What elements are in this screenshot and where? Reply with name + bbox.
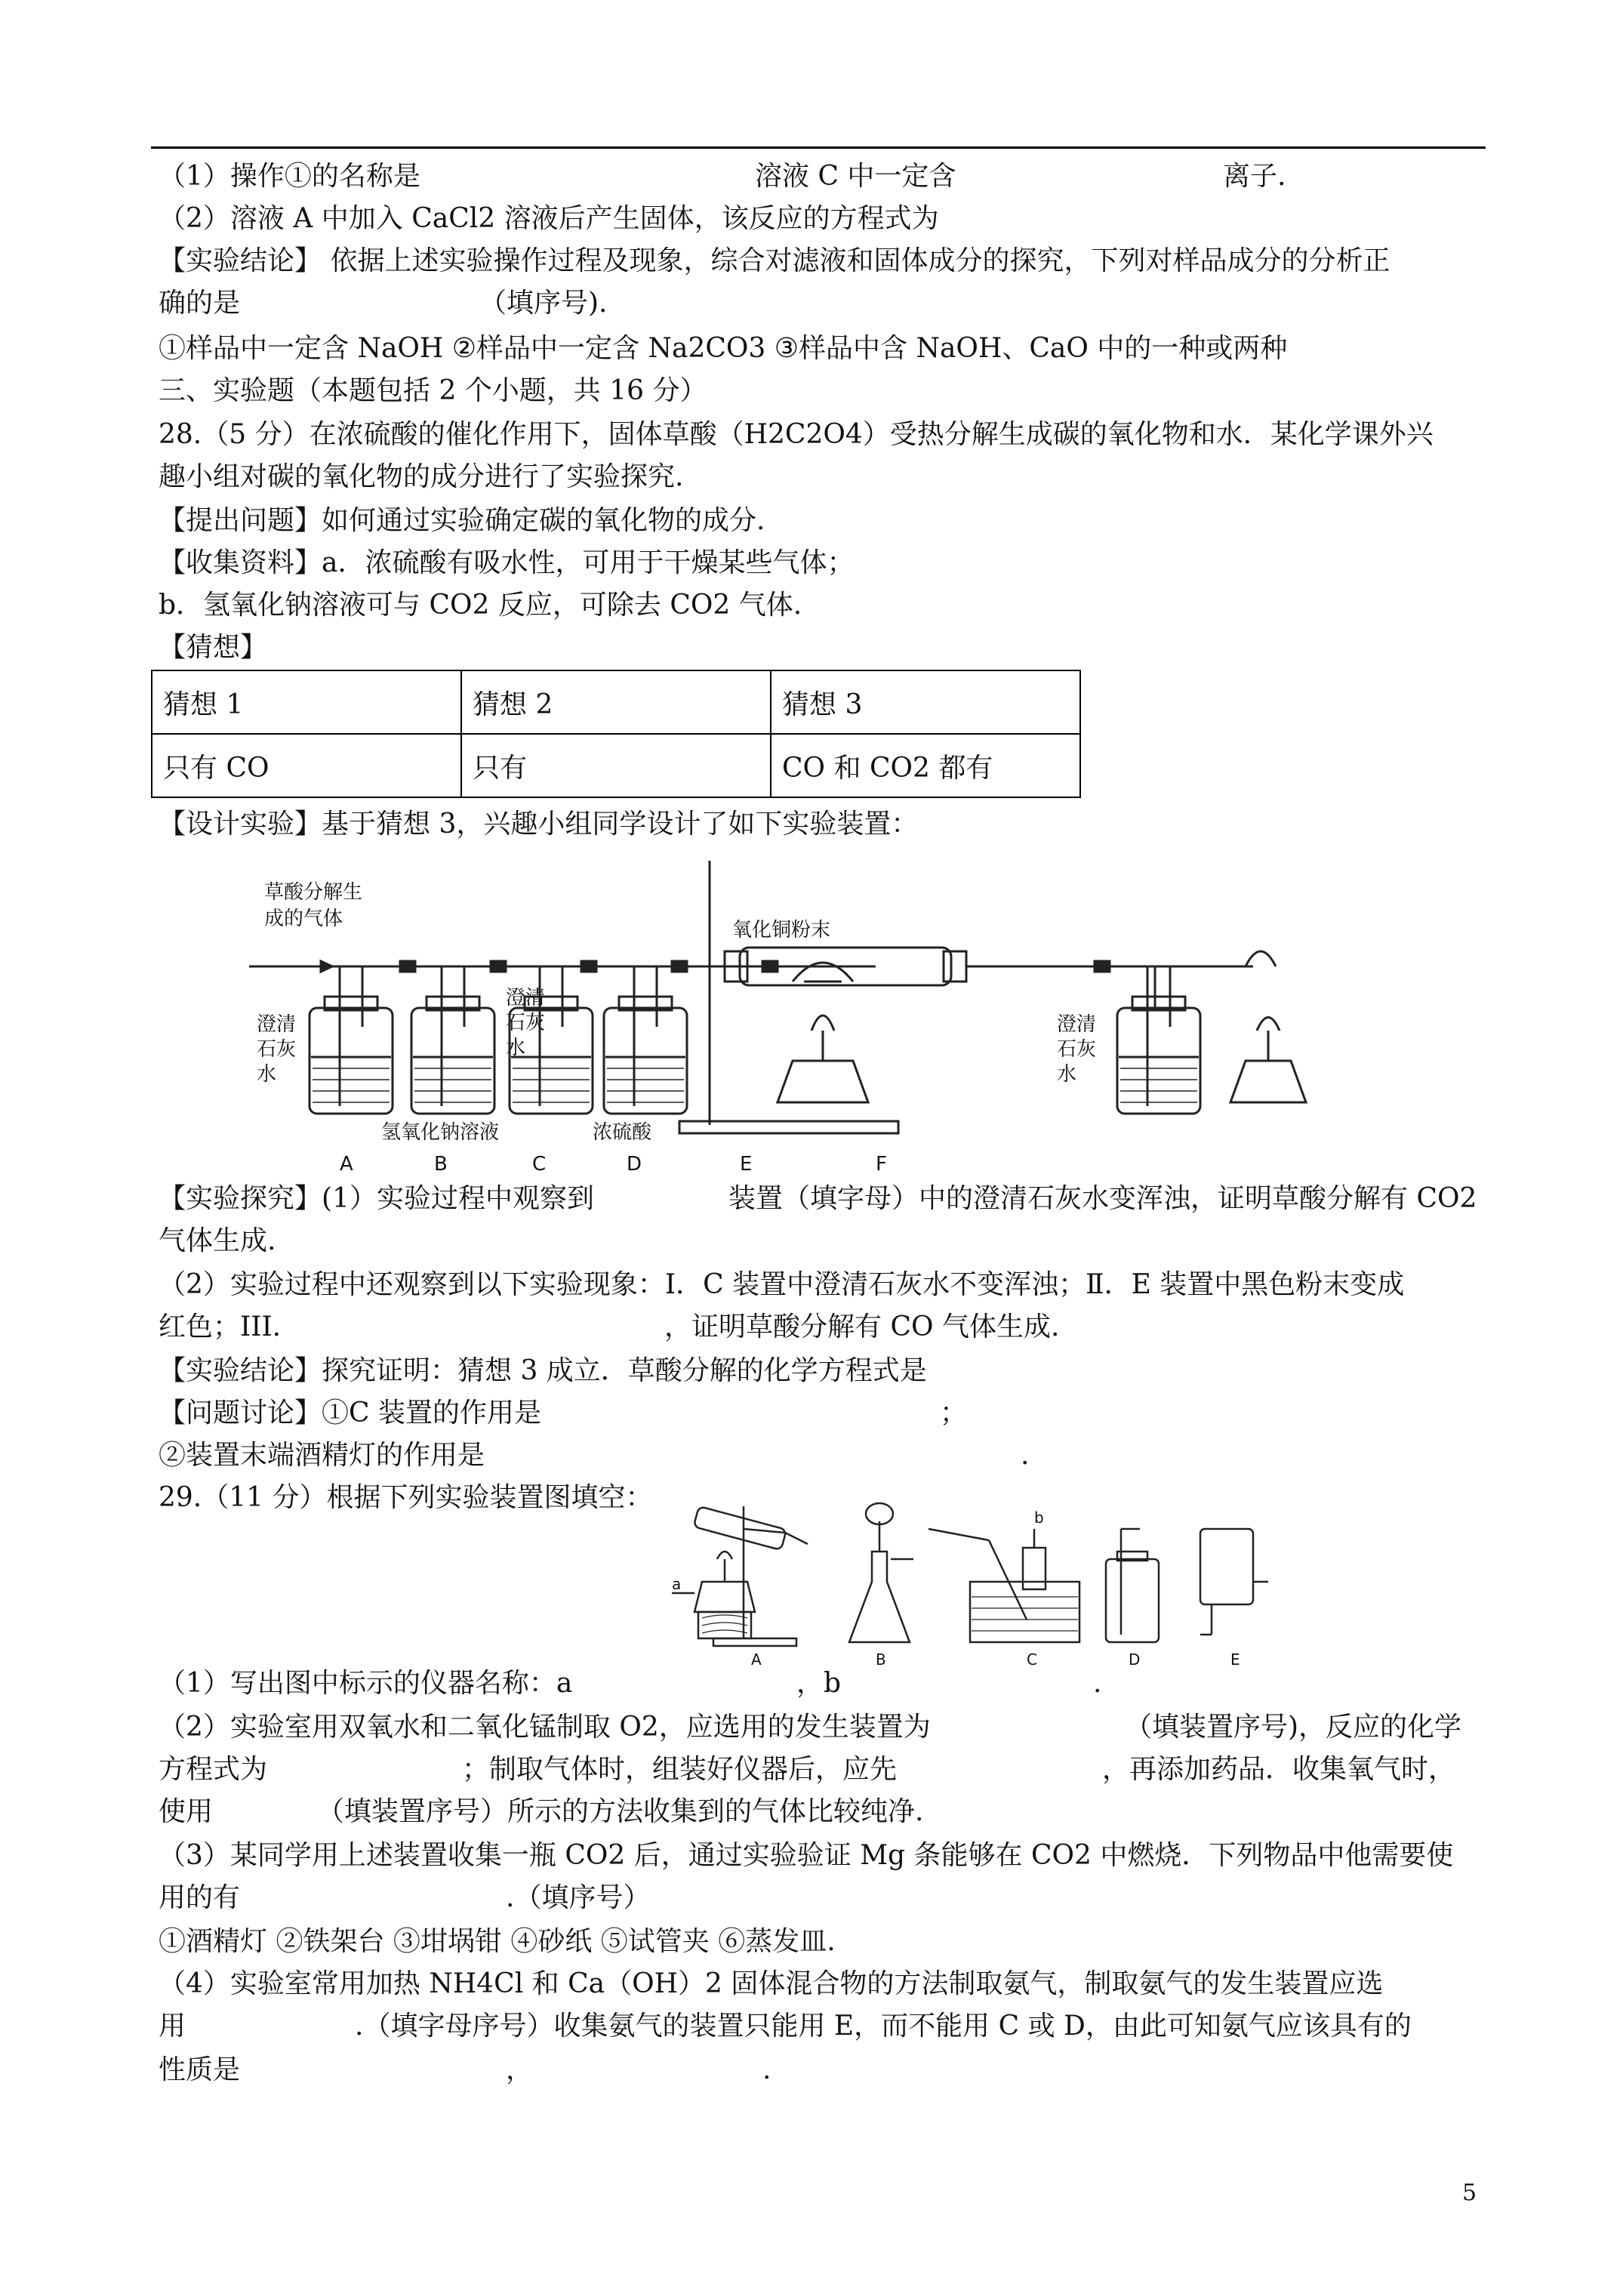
fig2-letter-a: A bbox=[751, 1650, 762, 1669]
label-lime-a-3: 水 bbox=[257, 1063, 277, 1086]
label-h2so4: 浓硫酸 bbox=[593, 1121, 652, 1144]
apparatus-figure-1 bbox=[249, 853, 1329, 1148]
table-cell: 猜想 2 bbox=[461, 670, 771, 734]
section-heading: 三、实验题（本题包括 2 个小题，共 16 分） bbox=[159, 375, 707, 406]
label-instrument-b: b bbox=[1034, 1509, 1044, 1527]
letter-e: E bbox=[740, 1153, 753, 1176]
table-cell: 只有 bbox=[461, 734, 771, 797]
q29-2-e: ，再添加药品．收集氧气时， bbox=[1102, 1754, 1456, 1785]
info-a-line: 【收集资料】a．浓硫酸有吸水性，可用于干燥某些气体； bbox=[159, 547, 855, 578]
q1-text-c: 离子. bbox=[1223, 161, 1286, 192]
apparatus-figure-2 bbox=[672, 1499, 1276, 1669]
q29-4-e: ， bbox=[506, 2054, 534, 2085]
discuss2-b: . bbox=[1021, 1440, 1030, 1471]
guess-heading: 【猜想】 bbox=[159, 632, 268, 663]
discuss2-a: ②装置末端酒精灯的作用是 bbox=[159, 1440, 485, 1471]
explore1-a: 【实验探究】(1）实验过程中观察到 bbox=[159, 1183, 594, 1214]
q1-text-a: （1）操作①的名称是 bbox=[159, 161, 420, 192]
q28-line1: 28.（5 分）在浓硫酸的催化作用下，固体草酸（H2C2O4）受热分解生成碳的氧化物和水．某化学课外兴 bbox=[159, 419, 1434, 450]
q29-3-b: 用的有 bbox=[159, 1882, 241, 1913]
label-lime-c-1: 澄清 bbox=[506, 987, 546, 1009]
table-cell: 只有 CO bbox=[152, 734, 461, 797]
conclusion3: 【实验结论】探究证明：猜想 3 成立．草酸分解的化学方程式是 bbox=[159, 1355, 927, 1386]
q29-2-b: （填装置序号)，反应的化学 bbox=[1125, 1712, 1462, 1743]
q29-4-a: （4）实验室常用加热 NH4Cl 和 Ca（OH）2 固体混合物的方法制取氨气，制取氨气的发生装置应选 bbox=[159, 1968, 1384, 1999]
q29-4-f: . bbox=[762, 2054, 771, 2085]
label-gas-2: 成的气体 bbox=[264, 908, 343, 930]
q29-3-a: （3）某同学用上述装置收集一瓶 CO2 后，通过实验验证 Mg 条能够在 CO2 中燃烧．下列物品中他需要使 bbox=[159, 1840, 1454, 1871]
question-line: 【提出问题】如何通过实验确定碳的氧化物的成分. bbox=[159, 505, 765, 536]
q29-1-a: （1）写出图中标示的仪器名称：a bbox=[159, 1668, 573, 1699]
table-cell: 猜想 1 bbox=[152, 670, 461, 734]
options-line: ①样品中一定含 NaOH ②样品中一定含 Na2CO3 ③样品中含 NaOH、CaO 中的一种或两种 bbox=[159, 333, 1288, 364]
fig2-letter-d: D bbox=[1129, 1650, 1141, 1669]
fig2-letter-b: B bbox=[876, 1650, 886, 1669]
q29-2-d: ；制取气体时，组装好仪器后，应先 bbox=[462, 1754, 898, 1785]
fig2-letter-e: E bbox=[1230, 1650, 1240, 1669]
guess-table bbox=[151, 670, 1081, 798]
letter-a: A bbox=[340, 1153, 353, 1176]
q29-2-g: （填装置序号）所示的方法收集到的气体比较纯净. bbox=[317, 1796, 924, 1827]
label-cuo: 氧化铜粉末 bbox=[732, 919, 831, 942]
conclusion-line2a: 确的是 bbox=[159, 288, 241, 319]
q29-3-c: .（填序号） bbox=[506, 1882, 651, 1913]
explore1-b: 装置（填字母）中的澄清石灰水变浑浊，证明草酸分解有 CO2 bbox=[728, 1183, 1477, 1214]
label-lime-a-1: 澄清 bbox=[257, 1013, 297, 1036]
explore1-c: 气体生成. bbox=[159, 1225, 276, 1256]
table-cell: CO 和 CO2 都有 bbox=[771, 734, 1080, 797]
q29-4-c: .（填字母序号）收集氨气的装置只能用 E，而不能用 C 或 D，由此可知氨气应该具有的 bbox=[355, 2011, 1412, 2042]
label-lime-f-3: 水 bbox=[1057, 1063, 1077, 1086]
label-lime-c-2: 石灰 bbox=[506, 1012, 546, 1034]
letter-f: F bbox=[876, 1153, 887, 1176]
label-lime-a-2: 石灰 bbox=[257, 1038, 297, 1061]
label-naoh: 氢氧化钠溶液 bbox=[381, 1121, 500, 1144]
q29-heading: 29.（11 分）根据下列实验装置图填空： bbox=[159, 1482, 653, 1513]
table-row bbox=[152, 734, 1080, 797]
q28-line2: 趣小组对碳的氧化物的成分进行了实验探究. bbox=[159, 461, 684, 492]
label-lime-f-1: 澄清 bbox=[1057, 1013, 1097, 1036]
header-rule bbox=[151, 146, 1486, 149]
letter-c: C bbox=[532, 1153, 547, 1176]
table-row bbox=[152, 670, 1080, 734]
discuss1-a: 【问题讨论】①C 装置的作用是 bbox=[159, 1398, 541, 1428]
q29-4-b: 用 bbox=[159, 2011, 186, 2042]
letter-b: B bbox=[434, 1153, 448, 1176]
q29-3-options: ①酒精灯 ②铁架台 ③坩埚钳 ④砂纸 ⑤试管夹 ⑥蒸发皿. bbox=[159, 1926, 836, 1957]
conclusion-line1: 【实验结论】 依据上述实验操作过程及现象，综合对滤液和固体成分的探究，下列对样品成分的分析正 bbox=[159, 245, 1390, 276]
q29-2-f: 使用 bbox=[159, 1796, 214, 1827]
table-cell: 猜想 3 bbox=[771, 670, 1080, 734]
label-instrument-a: a bbox=[672, 1575, 682, 1593]
q29-2-a: （2）实验室用双氧水和二氧化锰制取 O2，应选用的发生装置为 bbox=[159, 1712, 931, 1743]
apparatus-figure-1-letters bbox=[249, 1148, 1329, 1178]
q29-1-c: . bbox=[1093, 1668, 1102, 1699]
q1-text-b: 溶液 C 中一定含 bbox=[755, 161, 956, 192]
q2-text: （2）溶液 A 中加入 CaCl2 溶液后产生固体，该反应的方程式为 bbox=[159, 203, 939, 234]
info-b-line: b．氢氧化钠溶液可与 CO2 反应，可除去 CO2 气体. bbox=[159, 590, 802, 621]
fig2-letter-c: C bbox=[1027, 1650, 1037, 1669]
q29-4-d: 性质是 bbox=[159, 2054, 241, 2085]
label-lime-c-3: 水 bbox=[506, 1037, 526, 1059]
discuss1-b: ； bbox=[940, 1398, 968, 1428]
conclusion-line2b: （填序号). bbox=[479, 288, 608, 319]
explore2-a: （2）实验过程中还观察到以下实验现象：Ⅰ．C 装置中澄清石灰水不变浑浊；Ⅱ．E 装置中黑色粉末变成 bbox=[159, 1269, 1405, 1300]
explore2-b: 红色；III. bbox=[159, 1311, 282, 1342]
q29-1-b: ，b bbox=[796, 1668, 842, 1699]
design-line: 【设计实验】基于猜想 3，兴趣小组同学设计了如下实验装置： bbox=[159, 809, 919, 840]
letter-d: D bbox=[627, 1153, 642, 1176]
label-lime-f-2: 石灰 bbox=[1057, 1038, 1097, 1061]
explore2-c: ，证明草酸分解有 CO 气体生成. bbox=[664, 1311, 1060, 1342]
q29-2-c: 方程式为 bbox=[159, 1754, 268, 1785]
label-gas-1: 草酸分解生 bbox=[264, 881, 363, 904]
page-number: 5 bbox=[1462, 2180, 1477, 2206]
